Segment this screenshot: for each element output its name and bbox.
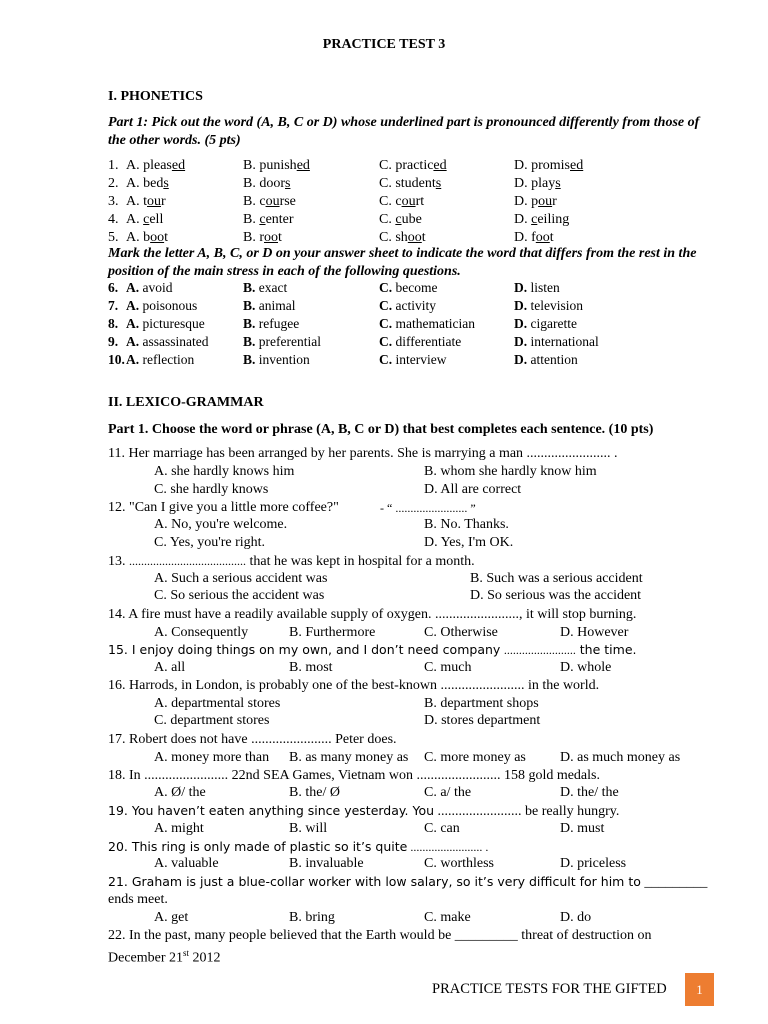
lexico-part1-instruction: Part 1. Choose the word or phrase (A, B, C or D) that best completes each sentence. (10 pts) bbox=[108, 422, 654, 437]
phonetics-option-b: B. course bbox=[243, 194, 296, 209]
q13-number: 13. bbox=[108, 554, 129, 569]
question-21-continued: ends meet. bbox=[108, 892, 168, 907]
q15-tail: the time. bbox=[575, 642, 637, 657]
q20-text: 20. This ring is only made of plastic so it’s quite bbox=[108, 839, 408, 854]
q12-option-c: C. Yes, you're right. bbox=[154, 535, 266, 550]
q22-ordinal: st bbox=[183, 948, 190, 958]
q17-option-a: A. money more than bbox=[154, 750, 270, 765]
q12-option-a: A. No, you're welcome. bbox=[154, 517, 288, 532]
q14-option-c: C. Otherwise bbox=[424, 625, 498, 640]
stress-option-a: A. assassinated bbox=[126, 334, 209, 349]
q21-text: 21. Graham is just a blue-collar worker with low salary, so it’s very difficult for him to bbox=[108, 874, 641, 889]
q22-date: December 21 bbox=[108, 950, 184, 966]
q18-option-c: C. a/ the bbox=[424, 785, 472, 800]
phonetics-option-b: B. punished bbox=[243, 158, 310, 173]
q11-option-d: D. All are correct bbox=[424, 482, 522, 497]
phonetics-option-a: A. beds bbox=[126, 176, 169, 191]
q17-option-d: D. as much money as bbox=[560, 750, 681, 765]
q12-option-b: B. No. Thanks. bbox=[424, 517, 509, 532]
item-number: 5. bbox=[108, 230, 119, 245]
phonetics-item-4 bbox=[108, 211, 728, 229]
phonetics-option-a: A. tour bbox=[126, 194, 166, 209]
q17-option-b: B. as many money as bbox=[289, 750, 409, 765]
question-15 bbox=[108, 641, 708, 660]
stress-option-c: C. become bbox=[379, 280, 438, 295]
q16-option-c: C. department stores bbox=[154, 713, 270, 728]
stress-option-c: C. mathematician bbox=[379, 316, 475, 331]
q11-option-b: B. whom she hardly know him bbox=[424, 464, 597, 479]
q15-option-a: A. all bbox=[154, 660, 186, 675]
q16-option-a: A. departmental stores bbox=[154, 696, 281, 711]
q18-option-a: A. Ø/ the bbox=[154, 785, 206, 800]
q19-option-a: A. might bbox=[154, 821, 204, 836]
q14-option-b: B. Furthermore bbox=[289, 625, 376, 640]
stress-option-c: C. activity bbox=[379, 298, 436, 313]
phonetics-item-3 bbox=[108, 193, 728, 211]
stress-option-a: A. avoid bbox=[126, 280, 173, 295]
phonetics-option-b: B. doors bbox=[243, 176, 291, 191]
stress-option-b: B. exact bbox=[243, 280, 288, 295]
q13-blank: ....................................... bbox=[129, 554, 246, 568]
phonetics-option-a: A. cell bbox=[126, 212, 164, 227]
q20-option-a: A. valuable bbox=[154, 856, 219, 871]
stress-option-d: D. attention bbox=[514, 352, 578, 367]
item-number: 3. bbox=[108, 194, 119, 209]
q14-option-a: A. Consequently bbox=[154, 625, 249, 640]
q15-option-b: B. most bbox=[289, 660, 333, 675]
phonetics-option-b: B. center bbox=[243, 212, 294, 227]
q12-tail: - “ ........................ ” bbox=[380, 501, 476, 515]
stress-option-a: A. picturesque bbox=[126, 316, 205, 331]
page-number-badge: 1 bbox=[685, 973, 714, 1006]
q21-option-a: A. get bbox=[154, 910, 189, 925]
q13-text: that he was kept in hospital for a month. bbox=[246, 554, 475, 569]
q19-option-d: D. must bbox=[560, 821, 605, 836]
phonetics-part1-instruction: Part 1: Pick out the word (A, B, C or D) whose underlined part is pronounced differently from those of the other words. (5 pts) bbox=[108, 115, 700, 148]
phonetics-option-c: C. practiced bbox=[379, 158, 447, 173]
stress-option-a: A. poisonous bbox=[126, 298, 198, 313]
question-22-continued bbox=[108, 944, 708, 968]
q21-option-d: D. do bbox=[560, 910, 592, 925]
q19-tail: ........................ be really hungry. bbox=[434, 804, 620, 819]
stress-option-b: B. invention bbox=[243, 352, 310, 367]
q21-blank: _________ bbox=[644, 875, 708, 890]
q15-text: 15. I enjoy doing things on my own, and I don’t need company bbox=[108, 642, 501, 657]
q18-option-b: B. the/ Ø bbox=[289, 785, 340, 800]
q11-option-a: A. she hardly knows him bbox=[154, 464, 295, 479]
stress-item-10 bbox=[108, 351, 728, 369]
phonetics-option-d: D. ceiling bbox=[514, 212, 570, 227]
question-21 bbox=[108, 873, 708, 892]
q16-option-d: D. stores department bbox=[424, 713, 541, 728]
q13-option-b: B. Such was a serious accident bbox=[470, 571, 643, 586]
item-number: 2. bbox=[108, 176, 119, 191]
phonetics-option-a: A. pleased bbox=[126, 158, 186, 173]
phonetics-option-d: D. pour bbox=[514, 194, 557, 209]
item-number: 1. bbox=[108, 158, 119, 173]
stress-option-d: D. international bbox=[514, 334, 599, 349]
stress-option-b: B. preferential bbox=[243, 334, 321, 349]
stress-item-9 bbox=[108, 333, 728, 351]
q20-option-c: C. worthless bbox=[424, 856, 494, 871]
q15-blank: ........................ bbox=[503, 643, 576, 657]
stress-item-7 bbox=[108, 297, 728, 315]
q21-option-b: B. bring bbox=[289, 910, 335, 925]
question-18: 18. In ........................ 22nd SEA Games, Vietnam won ........................ 158 gold medals. bbox=[108, 768, 600, 783]
q13-option-a: A. Such a serious accident was bbox=[154, 571, 328, 586]
stress-item-6 bbox=[108, 279, 728, 297]
q14-option-d: D. However bbox=[560, 625, 629, 640]
phonetics-option-b: B. root bbox=[243, 230, 282, 245]
stress-option-c: C. interview bbox=[379, 352, 447, 367]
question-13 bbox=[108, 552, 708, 571]
question-22: 22. In the past, many people believed that the Earth would be _________ threat of destruction on bbox=[108, 928, 652, 943]
phonetics-option-d: D. foot bbox=[514, 230, 554, 245]
q19-option-b: B. will bbox=[289, 821, 328, 836]
stress-option-b: B. refugee bbox=[243, 316, 300, 331]
q15-option-d: D. whole bbox=[560, 660, 612, 675]
q18-option-d: D. the/ the bbox=[560, 785, 619, 800]
stress-option-a: A. reflection bbox=[126, 352, 195, 367]
item-number: 10. bbox=[108, 352, 125, 367]
item-number: 8. bbox=[108, 316, 119, 331]
phonetics-option-c: C. shoot bbox=[379, 230, 426, 245]
q12-text: 12. "Can I give you a little more coffee?" bbox=[108, 500, 339, 515]
item-number: 7. bbox=[108, 298, 119, 313]
phonetics-item-2 bbox=[108, 175, 728, 193]
q19-text: 19. You haven’t eaten anything since yesterday. You bbox=[108, 803, 435, 818]
q12-option-d: D. Yes, I'm OK. bbox=[424, 535, 514, 550]
item-number: 6. bbox=[108, 280, 119, 295]
question-11: 11. Her marriage has been arranged by her parents. She is marrying a man ........................ . bbox=[108, 446, 618, 461]
q20-blank: ........................ . bbox=[407, 840, 489, 854]
q20-option-b: B. invaluable bbox=[289, 856, 364, 871]
q22-year: 2012 bbox=[189, 950, 221, 966]
phonetics-part2-instruction: Mark the letter A, B, C, or D on your answer sheet to indicate the word that differs from the rest in the position of the main stress in each of the following questions. bbox=[108, 246, 697, 279]
question-19 bbox=[108, 802, 708, 821]
stress-option-b: B. animal bbox=[243, 298, 296, 313]
item-number: 9. bbox=[108, 334, 119, 349]
item-number: 4. bbox=[108, 212, 119, 227]
q15-option-c: C. much bbox=[424, 660, 472, 675]
section-heading-phonetics: I. PHONETICS bbox=[108, 89, 203, 104]
q13-option-d: D. So serious was the accident bbox=[470, 588, 642, 603]
phonetics-option-c: C. cube bbox=[379, 212, 422, 227]
page-title: PRACTICE TEST 3 bbox=[322, 37, 446, 52]
section-heading-lexico-grammar: II. LEXICO-GRAMMAR bbox=[108, 395, 264, 410]
stress-item-8 bbox=[108, 315, 728, 333]
q13-option-c: C. So serious the accident was bbox=[154, 588, 325, 603]
phonetics-option-c: C. students bbox=[379, 176, 442, 191]
question-12 bbox=[108, 499, 708, 517]
q19-option-c: C. can bbox=[424, 821, 460, 836]
stress-option-c: C. differentiate bbox=[379, 334, 462, 349]
phonetics-item-1 bbox=[108, 157, 728, 175]
question-16: 16. Harrods, in London, is probably one of the best-known ........................ in the world. bbox=[108, 678, 600, 693]
q20-option-d: D. priceless bbox=[560, 856, 627, 871]
q11-option-c: C. she hardly knows bbox=[154, 482, 269, 497]
phonetics-option-d: D. promised bbox=[514, 158, 584, 173]
footer-text: PRACTICE TESTS FOR THE GIFTED bbox=[432, 981, 667, 997]
stress-option-d: D. listen bbox=[514, 280, 560, 295]
phonetics-option-c: C. court bbox=[379, 194, 425, 209]
question-14: 14. A fire must have a readily available supply of oxygen. ........................, it will stop burning. bbox=[108, 607, 637, 622]
stress-option-d: D. cigarette bbox=[514, 316, 577, 331]
phonetics-option-a: A. boot bbox=[126, 230, 169, 245]
q21-option-c: C. make bbox=[424, 910, 471, 925]
phonetics-option-d: D. plays bbox=[514, 176, 561, 191]
stress-option-d: D. television bbox=[514, 298, 583, 313]
q17-option-c: C. more money as bbox=[424, 750, 526, 765]
q16-option-b: B. department shops bbox=[424, 696, 539, 711]
question-17: 17. Robert does not have ....................... Peter does. bbox=[108, 732, 397, 747]
